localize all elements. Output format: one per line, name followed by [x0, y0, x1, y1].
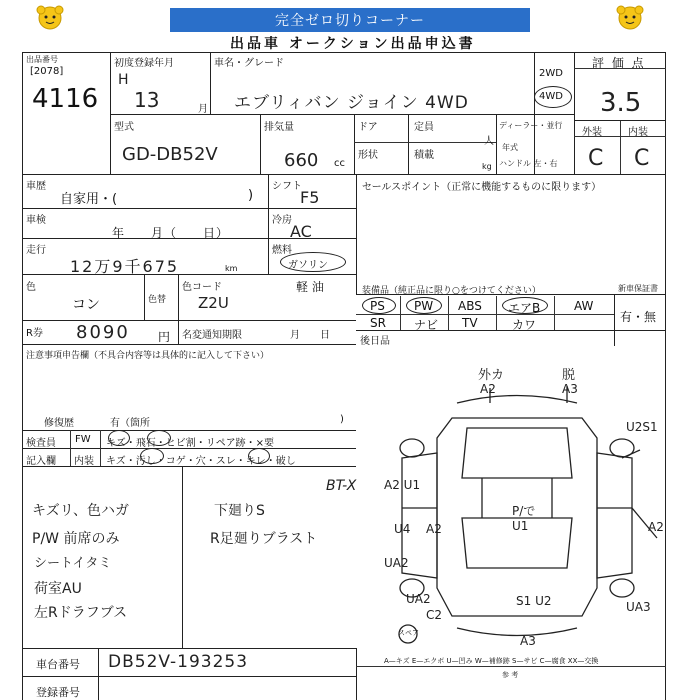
inspection-value: 年 月（ 日）: [112, 226, 230, 240]
exterior-label: 外装: [582, 127, 602, 138]
equipment-pw: PW: [414, 299, 434, 313]
diag-bottom: A3: [520, 634, 536, 648]
top-banner: [0, 0, 700, 38]
warranty-value: 有・無: [620, 310, 657, 324]
fw-scratch-mark: [108, 430, 130, 446]
km-unit: km: [225, 264, 238, 273]
equipment-grid: [356, 296, 614, 346]
rating-value: 3.5: [600, 88, 642, 118]
drive-4wd: 4WD: [539, 91, 563, 102]
capacity-label: 定員: [414, 122, 434, 133]
repair-value: 有（箇所: [110, 418, 150, 429]
mileage-label: 走行: [26, 245, 46, 256]
mascot-left-icon: [34, 4, 66, 34]
recycle-label: R券: [26, 328, 43, 339]
fuel-label: 燃料: [272, 245, 292, 256]
kg-unit: kg: [482, 162, 492, 171]
sales-point-label: セールスポイント（正常に機能するものに限ります）: [362, 182, 602, 193]
rear-seat-label: 後日品: [360, 336, 390, 347]
diag-right-top: U2S1: [626, 420, 658, 434]
year-type-label: 年式: [502, 143, 518, 152]
name-change-value: 月 日: [290, 330, 330, 341]
interior-wear-mark: [248, 448, 270, 464]
ac-label: 冷房: [272, 215, 292, 226]
repair-close: ): [340, 414, 344, 425]
equipment-sr: SR: [370, 316, 386, 330]
diag-bottom-left2: C2: [426, 608, 443, 622]
rating-label: 評 価 点: [592, 56, 646, 70]
bt-note: BT-X: [326, 478, 357, 494]
note-left-2: P/W 前席のみ: [32, 531, 120, 547]
diag-left-lower: UA2: [384, 556, 409, 570]
diag-center: P/で U1: [512, 504, 536, 533]
form-header-title: 出品車 オークション出品申込書: [230, 36, 476, 50]
equipment-label: 装備品（純正品に限り○をつけてください）: [362, 286, 541, 296]
note-right-1: 下廻りS: [214, 503, 265, 519]
chassis-label: 車台番号: [36, 658, 80, 671]
type-label: 型式: [114, 122, 134, 133]
inspector-label: 検査員: [26, 438, 56, 449]
usage-close: ): [248, 188, 254, 203]
notes-label: 注意事項申告欄（不具合内容等は具体的に記入して下さい）: [26, 351, 270, 361]
note-left-1: キズリ、色ハガ: [32, 503, 130, 519]
first-reg-year: 13: [134, 88, 160, 112]
equipment-aw: AW: [574, 299, 594, 313]
repair-label: 修復歴: [44, 418, 74, 429]
note-right-2: R足廻りブラスト: [210, 531, 318, 547]
legend: A—キズ E—エクボ U—凹み W—補修跡 S—サビ C—腐食 XX—交換: [384, 657, 599, 665]
type-value: GD-DB52V: [122, 144, 218, 165]
load-label: 積載: [414, 150, 434, 161]
diag-top-right: 脱: [562, 368, 576, 383]
interior-items: キズ・汚し・コゲ・穴・スレ・キレ・破し: [106, 456, 296, 467]
color-code-value: Z2U: [198, 294, 229, 312]
drive-2wd: 2WD: [539, 68, 563, 79]
handle-label: ハンドル 左・右: [499, 159, 558, 168]
note-left-3: シートイタミ: [34, 556, 112, 571]
diag-bottom-left: UA2: [406, 592, 431, 606]
mascot-right-icon: [614, 4, 646, 34]
lot-code: [2078]: [30, 66, 64, 77]
mileage-value: 12万9千675: [70, 257, 180, 276]
shift-value: F5: [300, 188, 320, 207]
diag-top-left: 外カ: [478, 368, 505, 383]
auction-sheet: [22, 38, 670, 700]
name-change-label: 名変通知期限: [182, 330, 242, 341]
interior-row-label: 内装: [74, 456, 94, 467]
chassis-value: DB52V-193253: [108, 652, 249, 672]
model-value: エブリィバン ジョイン 4WD: [234, 93, 469, 113]
usage-label: 車歴: [26, 181, 46, 192]
displacement-value: 660: [284, 150, 319, 171]
fuel-diesel: 軽 油: [296, 280, 324, 294]
diag-left-upper: A2 U1: [384, 478, 421, 492]
model-label: 車名・グレード: [214, 58, 284, 69]
interior-dirt-mark: [140, 448, 164, 464]
color-label: 色: [26, 282, 36, 293]
diag-top-right-code: A3: [562, 382, 578, 396]
recycle-value: 8090: [76, 322, 130, 343]
lot-label: 出品番号: [26, 55, 58, 64]
fuel-gas: ガソリン: [288, 260, 328, 271]
equipment-abs: ABS: [458, 299, 482, 313]
equipment-leather: カワ: [512, 318, 537, 332]
dealer-label: ディーラー・並行: [499, 121, 563, 130]
exterior-value: C: [588, 146, 604, 171]
diag-top-left-code: A2: [480, 382, 496, 396]
cc-unit: cc: [334, 158, 345, 169]
note-left-5: 左Rドラフブス: [34, 605, 128, 621]
first-reg-era: H: [118, 72, 129, 88]
entry-label: 記入欄: [26, 456, 56, 467]
fw-label: FW: [75, 434, 91, 445]
color-value: コン: [72, 297, 100, 313]
banner-title-bar: [170, 8, 530, 32]
diag-bottom-right: UA3: [626, 600, 651, 614]
lot-number: 4116: [32, 84, 99, 114]
diag-right-mid: A2: [648, 520, 664, 534]
usage-value: 自家用・(: [60, 192, 118, 207]
diag-spare: スペア: [398, 629, 419, 637]
equipment-ps: PS: [370, 299, 385, 313]
recycle-unit: 円: [158, 330, 171, 344]
door-label: ドア: [358, 122, 378, 133]
diag-left-mid: U4: [394, 522, 411, 536]
legend-sub: 参 考: [502, 671, 519, 679]
first-reg-month-unit: 月: [198, 104, 208, 115]
shape-label: 形状: [358, 150, 378, 161]
reg-label: 登録番号: [36, 686, 80, 699]
shift-label: シフト: [272, 181, 302, 192]
displacement-label: 排気量: [264, 122, 294, 133]
banner-title: 完全ゼロ切りコーナー: [275, 13, 425, 29]
fw-items: キズ・飛石・ヒビ割・リペア跡・×要: [106, 438, 274, 449]
color-code-label: 色コード: [182, 282, 222, 293]
color-change-label: 色替: [148, 295, 167, 305]
fw-chip-mark: [147, 430, 171, 446]
note-left-4: 荷室AU: [34, 581, 82, 597]
equipment-airbag: エアB: [508, 301, 541, 315]
warranty-label: 新車保証書: [618, 284, 658, 293]
inspection-label: 車検: [26, 215, 46, 226]
diag-center-left: A2: [426, 522, 442, 536]
equipment-tv: TV: [462, 316, 478, 330]
equipment-navi: ナビ: [414, 318, 439, 332]
interior-value: C: [634, 146, 650, 171]
diag-bottom-center: S1 U2: [516, 594, 552, 608]
interior-label: 内装: [628, 127, 648, 138]
ac-value: AC: [290, 222, 312, 241]
first-reg-label: 初度登録年月: [114, 58, 174, 69]
persons-unit: 人: [484, 136, 494, 147]
